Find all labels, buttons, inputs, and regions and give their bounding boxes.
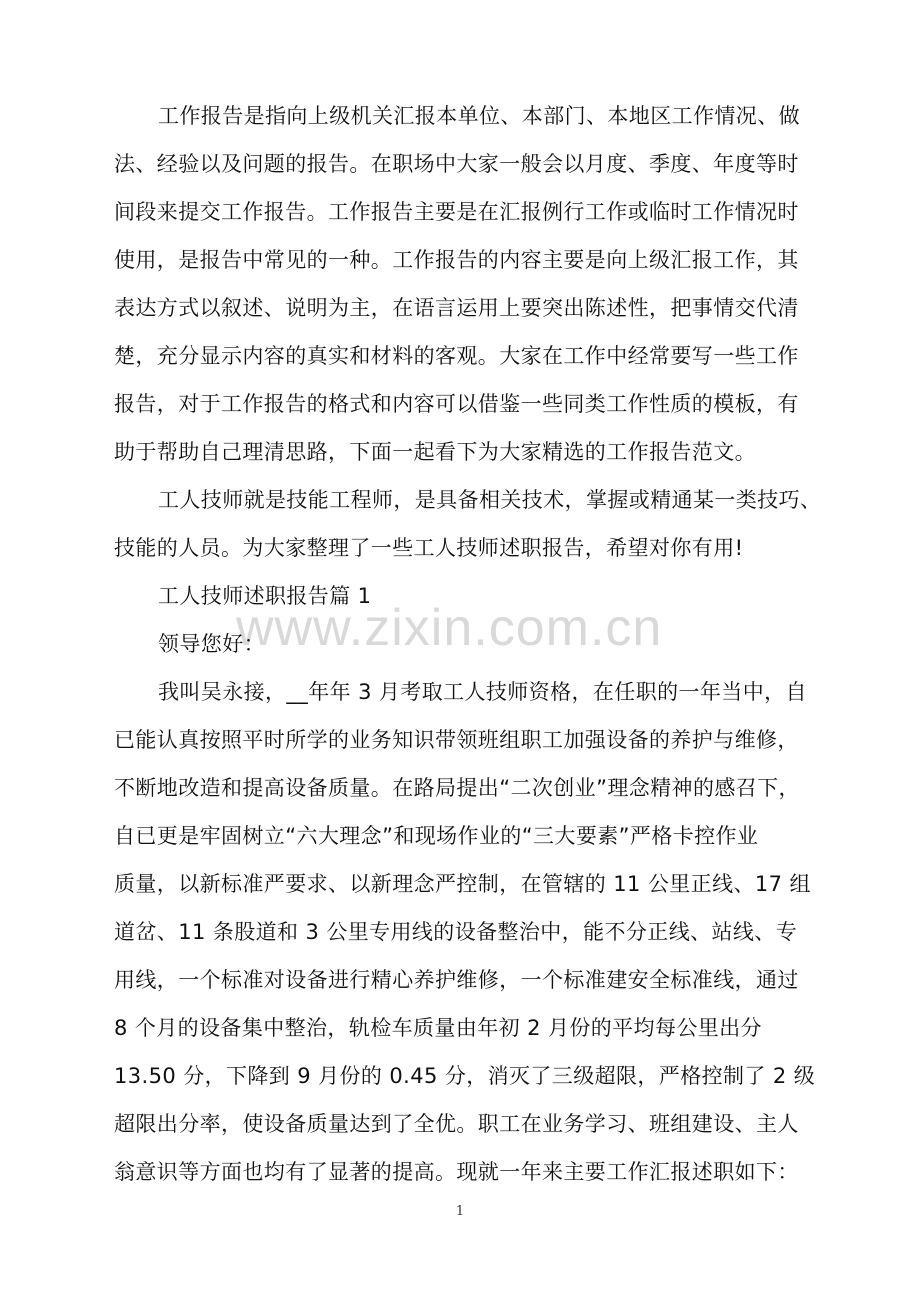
section-title: [114, 572, 808, 620]
text-line: 不断地改造和提高设备质量。在路局提出“二次创业”理念精神的感召下，: [114, 776, 800, 800]
paragraph-definition: [114, 476, 822, 572]
text-line: 技能的人员。为大家整理了一些工人技师述职报告，希望对你有用!: [114, 536, 744, 560]
watermark-text: www.zixin.com.cn: [236, 599, 663, 657]
text-line: 翁意识等方面也均有了显著的提高。现就一年来主要工作汇报述职如下：: [114, 1160, 799, 1184]
salutation-text: 领导您好：: [158, 632, 265, 656]
text-line: 质量，以新标准严要求、以新理念严控制，在管辖的 11 公里正线、17 组: [114, 872, 811, 896]
salutation: [114, 620, 808, 668]
text-line: 我叫吴永接，__年年 3 月考取工人技师资格，在任职的一年当中，自: [158, 680, 807, 704]
text-line: 间段来提交工作报告。工作报告主要是在汇报例行工作或临时工作情况时: [114, 200, 799, 224]
text-line: 8 个月的设备集中整治，轨检车质量由年初 2 月份的平均每公里出分: [114, 1016, 762, 1040]
text-line: 助于帮助自己理清思路，下面一起看下为大家精选的工作报告范文。: [114, 440, 756, 464]
page-number: 1: [455, 1204, 465, 1219]
text-line: 已能认真按照平时所学的业务知识带领班组职工加强设备的养护与维修，: [114, 728, 799, 752]
text-line: 工人技师就是技能工程师，是具备相关技术，掌握或精通某一类技巧、: [158, 488, 822, 512]
document-body: [114, 92, 822, 1196]
text-line: 法、经验以及问题的报告。在职场中大家一般会以月度、季度、年度等时: [114, 152, 799, 176]
text-line: 用线，一个标准对设备进行精心养护维修，一个标准建安全标准线，通过: [114, 968, 799, 992]
text-line: 工作报告是指向上级机关汇报本单位、本部门、本地区工作情况、做: [158, 104, 800, 128]
text-line: 楚，充分显示内容的真实和材料的客观。大家在工作中经常要写一些工作: [114, 344, 799, 368]
text-line: 13.50 分，下降到 9 月份的 0.45 分，消灭了三级超限，严格控制了 2 级: [114, 1064, 816, 1088]
text-line: 表达方式以叙述、说明为主，在语言运用上要突出陈述性，把事情交代清: [114, 296, 799, 320]
paragraph-report-body: [114, 668, 816, 1196]
text-line: 超限出分率，使设备质量达到了全优。职工在业务学习、班组建设、主人: [114, 1112, 799, 1136]
text-line: 道岔、11 条股道和 3 公里专用线的设备整治中，能不分正线、站线、专: [114, 920, 798, 944]
paragraph-intro: [114, 92, 808, 476]
text-line: 报告，对于工作报告的格式和内容可以借鉴一些同类工作性质的模板，有: [114, 392, 799, 416]
text-line: 自已更是牢固树立“六大理念”和现场作业的“三大要素”严格卡控作业: [114, 824, 759, 848]
section-heading: 工人技师述职报告篇 1: [158, 584, 372, 608]
text-line: 使用，是报告中常见的一种。工作报告的内容主要是向上级汇报工作，其: [114, 248, 799, 272]
